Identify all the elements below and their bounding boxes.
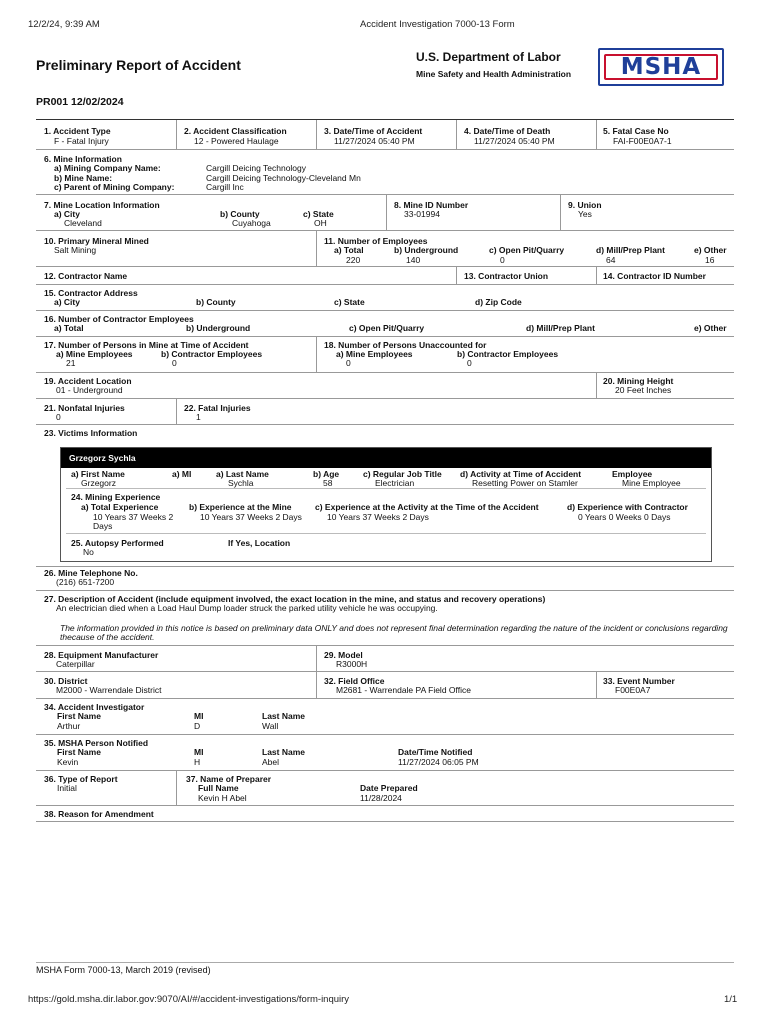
unaccounted-contractor-label: b) Contractor Employees	[457, 349, 559, 359]
contractor-underground-label: b) Underground	[186, 323, 251, 333]
mine-experience-value: 10 Years 37 Weeks 2 Days	[200, 512, 302, 522]
victim-age-label: b) Age	[313, 469, 340, 479]
unaccounted-employees-label: a) Mine Employees	[336, 349, 413, 359]
employees-other-value: 16	[705, 255, 715, 265]
city-label: a) City	[54, 209, 80, 219]
employees-open-pit-label: c) Open Pit/Quarry	[489, 245, 565, 255]
autopsy-location-label: If Yes, Location	[228, 538, 291, 548]
notified-mi-label: MI	[194, 747, 204, 757]
print-url: https://gold.msha.dir.labor.gov:9070/AI/#/accident-investigations/form-inquiry	[28, 994, 350, 1005]
contractor-experience-value: 0 Years 0 Weeks 0 Days	[578, 512, 671, 522]
employees-underground-value: 140	[406, 255, 421, 265]
mine-phone-label: 26. Mine Telephone No.	[44, 568, 138, 578]
employees-other-label: e) Other	[694, 245, 727, 255]
disclaimer-line-1: The information provided in this notice is based on preliminary data ONLY and does not represent final determination regarding the nature of the incident or conclusions regarding	[60, 623, 728, 633]
amendment-label: 38. Reason for Amendment	[44, 809, 154, 819]
field-office-value: M2681 - Warrendale PA Field Office	[336, 685, 471, 695]
contractor-employees-label: 16. Number of Contractor Employees	[44, 314, 194, 324]
victim-job-value: Electrician	[375, 478, 415, 488]
contractor-county-label: b) County	[196, 297, 236, 307]
classification-label: 2. Accident Classification	[184, 126, 287, 136]
model-label: 29. Model	[324, 650, 363, 660]
victim-employee-label: Employee	[612, 469, 653, 479]
report-id: PR001 12/02/2024	[36, 96, 124, 108]
victims-info-label: 23. Victims Information	[44, 428, 138, 438]
description-text: An electrician died when a Load Haul Dump loader struck the parked utility vehicle he was occupying.	[56, 603, 438, 613]
primary-mineral-value: Salt Mining	[54, 245, 97, 255]
fatal-case-value: FAI-F00E0A7-1	[613, 136, 672, 146]
preparer-full-name-label: Full Name	[198, 783, 239, 793]
county-value: Cuyahoga	[232, 218, 271, 228]
mine-name-value: Cargill Deicing Technology-Cleveland Mn	[206, 173, 361, 183]
investigator-first-value: Arthur	[57, 721, 81, 731]
employees-mill-label: d) Mill/Prep Plant	[596, 245, 665, 255]
district-label: 30. District	[44, 676, 88, 686]
field-office-label: 32. Field Office	[324, 676, 385, 686]
employees-underground-label: b) Underground	[394, 245, 459, 255]
district-value: M2000 - Warrendale District	[56, 685, 162, 695]
contractor-union-label: 13. Contractor Union	[464, 271, 549, 281]
notified-first-label: First Name	[57, 747, 101, 757]
employees-total-label: a) Total	[334, 245, 364, 255]
date-prepared-value: 11/28/2024	[360, 793, 402, 803]
mining-company-value: Cargill Deicing Technology	[206, 163, 307, 173]
contractor-state-label: c) State	[334, 297, 365, 307]
accident-location-value: 01 - Underground	[56, 385, 123, 395]
report-type-label: 36. Type of Report	[44, 774, 118, 784]
fatal-injuries-label: 22. Fatal Injuries	[184, 403, 251, 413]
mine-id-value: 33-01994	[404, 209, 440, 219]
event-number-value: F00E0A7	[615, 685, 651, 695]
description-label: 27. Description of Accident (include equipment involved, the exact location in the mine, and status and recovery operations)	[44, 594, 546, 604]
msha-logo	[598, 48, 724, 86]
preparer-full-name-value: Kevin H Abel	[198, 793, 247, 803]
autopsy-value: No	[83, 547, 94, 557]
print-timestamp: 12/2/24, 9:39 AM	[28, 19, 100, 30]
death-datetime-value: 11/27/2024 05:40 PM	[474, 136, 555, 146]
manufacturer-value: Caterpillar	[56, 659, 95, 669]
in-mine-employees-label: a) Mine Employees	[56, 349, 133, 359]
investigator-first-label: First Name	[57, 711, 101, 721]
contractor-open-pit-label: c) Open Pit/Quarry	[349, 323, 425, 333]
victim-age-value: 58	[323, 478, 333, 488]
investigator-mi-label: MI	[194, 711, 204, 721]
employees-total-value: 220	[346, 255, 361, 265]
total-experience-value: 10 Years 37 Weeks 2	[93, 512, 174, 522]
mine-info-label: 6. Mine Information	[44, 154, 122, 164]
victim-name-bar: Grzegorz Sychla	[61, 448, 711, 468]
in-mine-employees-value: 21	[66, 358, 76, 368]
victim-first-name-value: Grzegorz	[81, 478, 116, 488]
accident-type-value: F - Fatal Injury	[54, 136, 109, 146]
manufacturer-label: 28. Equipment Manufacturer	[44, 650, 159, 660]
print-page-count: 1/1	[724, 994, 738, 1005]
city-value: Cleveland	[64, 218, 102, 228]
mine-id-label: 8. Mine ID Number	[394, 200, 469, 210]
mining-company-label: a) Mining Company Name:	[54, 163, 161, 173]
accident-datetime-label: 3. Date/Time of Accident	[324, 126, 423, 136]
victim-activity-value: Resetting Power on Stamler	[472, 478, 578, 488]
notified-last-value: Abel	[262, 757, 280, 767]
investigator-label: 34. Accident Investigator	[44, 702, 145, 712]
notified-first-value: Kevin	[57, 757, 79, 767]
victim-first-name-label: a) First Name	[71, 469, 125, 479]
contractor-name-label: 12. Contractor Name	[44, 271, 128, 281]
parent-company-label: c) Parent of Mining Company:	[54, 182, 175, 192]
mine-name-label: b) Mine Name:	[54, 173, 113, 183]
death-datetime-label: 4. Date/Time of Death	[464, 126, 551, 136]
victim-last-name-value: Sychla	[228, 478, 254, 488]
contractor-mill-label: d) Mill/Prep Plant	[526, 323, 595, 333]
mine-location-label: 7. Mine Location Information	[44, 200, 160, 210]
contractor-experience-label: d) Experience with Contractor	[567, 502, 688, 512]
agency-name: U.S. Department of Labor	[416, 50, 561, 64]
mine-experience-label: b) Experience at the Mine	[189, 502, 292, 512]
contractor-total-label: a) Total	[54, 323, 84, 333]
primary-mineral-label: 10. Primary Mineral Mined	[44, 236, 149, 246]
total-experience-label: a) Total Experience	[81, 502, 159, 512]
notified-last-label: Last Name	[262, 747, 305, 757]
victim-mi-label: a) MI	[172, 469, 192, 479]
unaccounted-contractor-value: 0	[467, 358, 472, 368]
unaccounted-employees-value: 0	[346, 358, 351, 368]
investigator-last-value: Wall	[262, 721, 279, 731]
autopsy-label: 25. Autopsy Performed	[71, 538, 164, 548]
subagency-name: Mine Safety and Health Administration	[416, 69, 572, 79]
state-value: OH	[314, 218, 327, 228]
notified-mi-value: H	[194, 757, 201, 767]
unaccounted-label: 18. Number of Persons Unaccounted for	[324, 340, 487, 350]
state-label: c) State	[303, 209, 334, 219]
activity-experience-label: c) Experience at the Activity at the Time of the Accident	[315, 502, 539, 512]
employees-mill-value: 64	[606, 255, 616, 265]
notified-label: 35. MSHA Person Notified	[44, 738, 149, 748]
mine-phone-value: (216) 651-7200	[56, 577, 115, 587]
disclaimer-line-2: thecause of the accident.	[60, 632, 155, 642]
preparer-label: 37. Name of Preparer	[186, 774, 272, 784]
victim-last-name-label: a) Last Name	[216, 469, 269, 479]
investigator-mi-value: D	[194, 721, 201, 731]
total-experience-value-cont: Days	[93, 521, 113, 531]
num-employees-label: 11. Number of Employees	[324, 236, 428, 246]
fatal-injuries-value: 1	[196, 412, 201, 422]
notified-datetime-label: Date/Time Notified	[398, 747, 473, 757]
nonfatal-injuries-label: 21. Nonfatal Injuries	[44, 403, 125, 413]
contractor-zip-label: d) Zip Code	[475, 297, 522, 307]
accident-location-label: 19. Accident Location	[44, 376, 132, 386]
parent-company-value: Cargill Inc	[206, 182, 244, 192]
msha-logo-text: MSHA	[620, 53, 702, 80]
persons-in-mine-label: 17. Number of Persons in Mine at Time of Accident	[44, 340, 249, 350]
model-value: R3000H	[336, 659, 368, 669]
contractor-address-label: 15. Contractor Address	[44, 288, 138, 298]
date-prepared-label: Date Prepared	[360, 783, 418, 793]
print-page-title: Accident Investigation 7000-13 Form	[360, 19, 515, 30]
contractor-city-label: a) City	[54, 297, 80, 307]
mining-height-label: 20. Mining Height	[603, 376, 674, 386]
report-title: Preliminary Report of Accident	[36, 57, 241, 73]
accident-datetime-value: 11/27/2024 05:40 PM	[334, 136, 415, 146]
activity-experience-value: 10 Years 37 Weeks 2 Days	[327, 512, 429, 522]
in-mine-contractor-label: b) Contractor Employees	[161, 349, 263, 359]
contractor-other-label: e) Other	[694, 323, 727, 333]
union-label: 9. Union	[568, 200, 602, 210]
event-number-label: 33. Event Number	[603, 676, 675, 686]
victim-employee-value: Mine Employee	[622, 478, 681, 488]
contractor-id-label: 14. Contractor ID Number	[603, 271, 706, 281]
notified-datetime-value: 11/27/2024 06:05 PM	[398, 757, 479, 767]
county-label: b) County	[220, 209, 260, 219]
union-value: Yes	[578, 209, 592, 219]
fatal-case-label: 5. Fatal Case No	[603, 126, 669, 136]
in-mine-contractor-value: 0	[172, 358, 177, 368]
classification-value: 12 - Powered Haulage	[194, 136, 279, 146]
victim-activity-label: d) Activity at Time of Accident	[460, 469, 582, 479]
employees-open-pit-value: 0	[500, 255, 505, 265]
nonfatal-injuries-value: 0	[56, 412, 61, 422]
report-type-value: Initial	[57, 783, 77, 793]
mining-height-value: 20 Feet Inches	[615, 385, 672, 395]
form-footer: MSHA Form 7000-13, March 2019 (revised)	[36, 965, 211, 975]
accident-type-label: 1. Accident Type	[44, 126, 111, 136]
investigator-last-label: Last Name	[262, 711, 305, 721]
mining-experience-label: 24. Mining Experience	[71, 492, 161, 502]
victim-job-label: c) Regular Job Title	[363, 469, 442, 479]
